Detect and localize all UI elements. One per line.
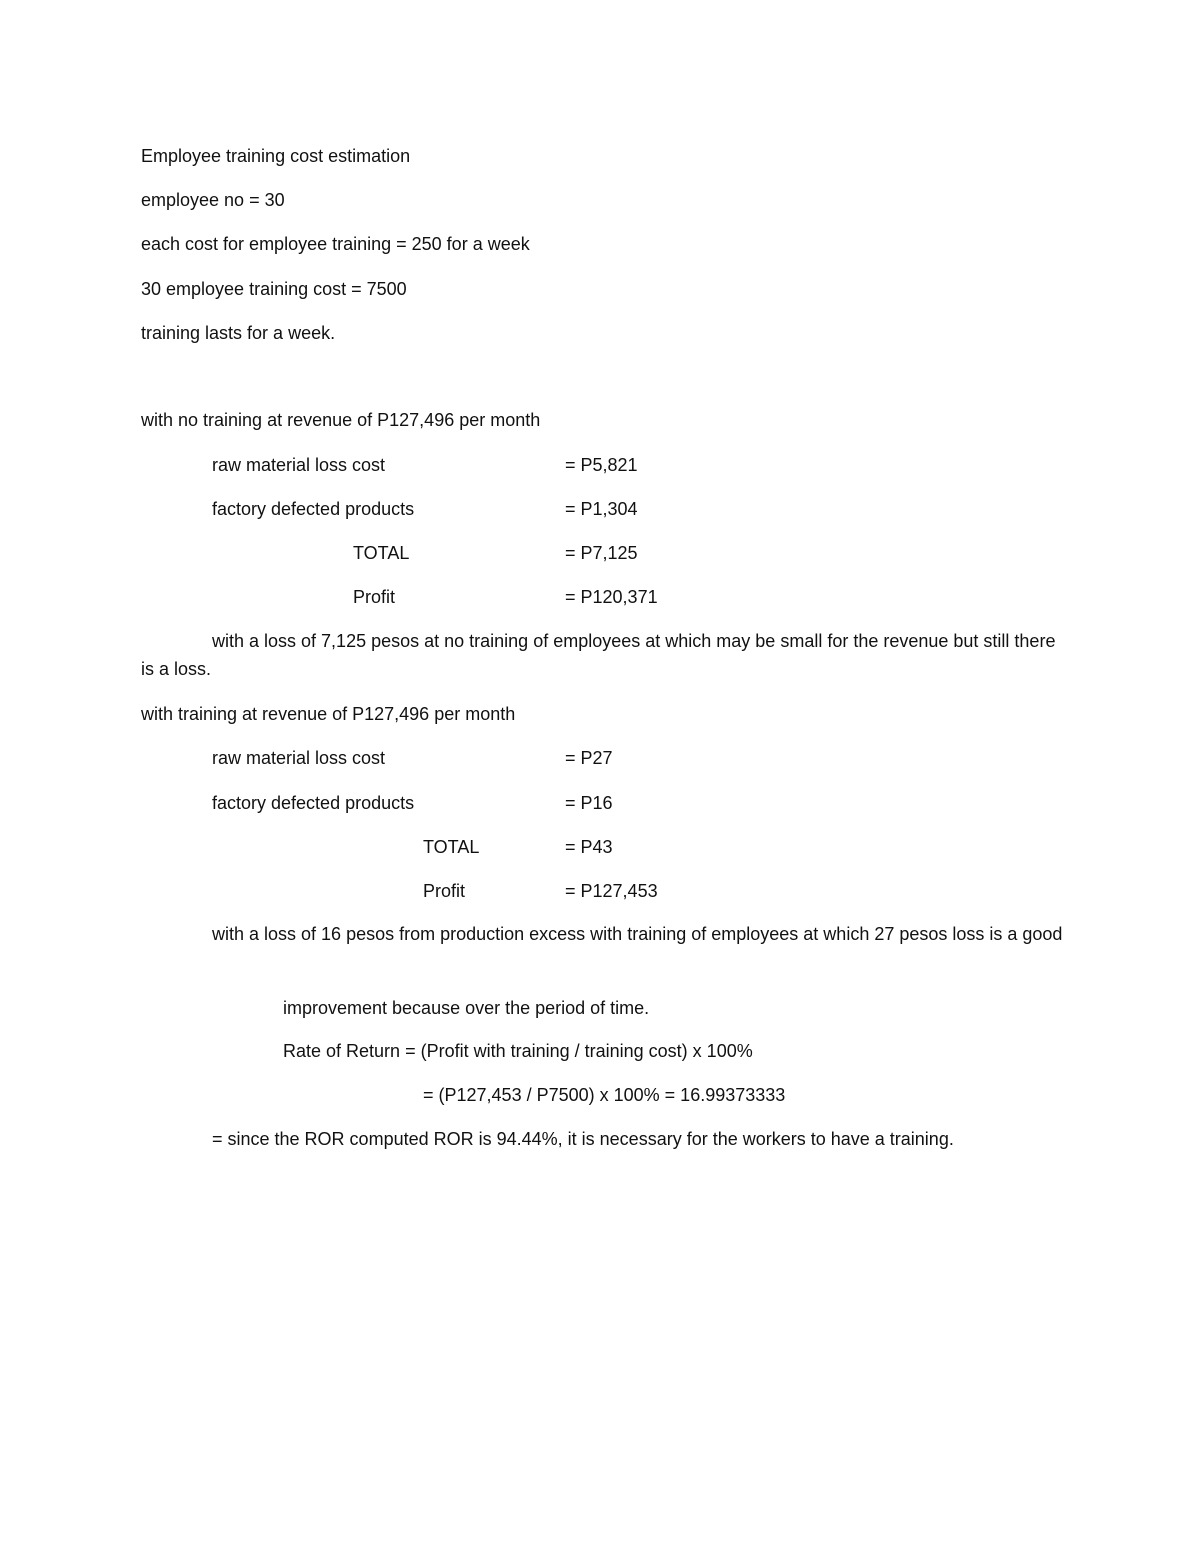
with-training-raw-value: = P27 xyxy=(565,748,613,768)
with-training-profit-value: = P127,453 xyxy=(565,881,658,901)
with-training-note: with a loss of 16 pesos from production excess with training of employees at which 27 pesos loss is a good xyxy=(212,924,1063,944)
no-training-note: with a loss of 7,125 pesos at no training of employees at which may be small for the revenue but still there is a loss. xyxy=(141,631,1056,679)
with-training-total-value: = P43 xyxy=(565,837,613,857)
with-training-heading: with training at revenue of P127,496 per month xyxy=(141,704,516,724)
no-training-total-label: TOTAL xyxy=(353,543,410,563)
document-title: Employee training cost estimation xyxy=(141,146,411,166)
no-training-defect-value: = P1,304 xyxy=(565,499,638,519)
employee-count-line: employee no = 30 xyxy=(141,190,285,210)
no-training-total-value: = P7,125 xyxy=(565,543,638,563)
no-training-raw-value: = P5,821 xyxy=(565,455,638,475)
improvement-line: improvement because over the period of time. xyxy=(283,998,650,1018)
training-duration-line: training lasts for a week. xyxy=(141,323,336,343)
total-training-cost-line: 30 employee training cost = 7500 xyxy=(141,279,407,299)
ror-formula: Rate of Return = (Profit with training / training cost) x 100% xyxy=(283,1041,753,1061)
cost-per-employee-line: each cost for employee training = 250 for a week xyxy=(141,234,530,254)
no-training-profit-value: = P120,371 xyxy=(565,587,658,607)
with-training-total-label: TOTAL xyxy=(423,837,480,857)
no-training-raw-label: raw material loss cost xyxy=(212,455,386,475)
with-training-raw-label: raw material loss cost xyxy=(212,748,386,768)
with-training-profit-label: Profit xyxy=(423,881,466,901)
no-training-profit-label: Profit xyxy=(353,587,396,607)
ror-calculation: = (P127,453 / P7500) x 100% = 16.99373333 xyxy=(423,1085,786,1105)
conclusion-line: = since the ROR computed ROR is 94.44%, it is necessary for the workers to have a training. xyxy=(212,1129,954,1149)
no-training-heading: with no training at revenue of P127,496 per month xyxy=(141,410,541,430)
no-training-defect-label: factory defected products xyxy=(212,499,415,519)
with-training-defect-label: factory defected products xyxy=(212,793,415,813)
with-training-defect-value: = P16 xyxy=(565,793,613,813)
